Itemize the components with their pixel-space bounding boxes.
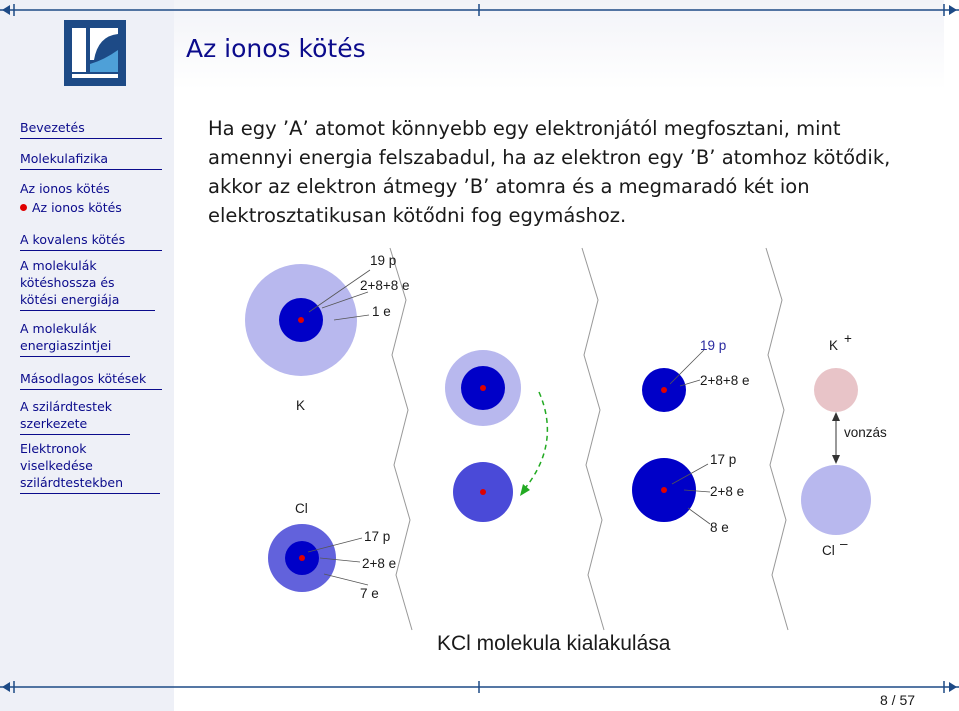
cl-protons-label: 17 p xyxy=(364,529,391,544)
cl-ion-charge-label: – xyxy=(840,536,848,551)
sidebar-item-label: Bevezetés xyxy=(20,120,85,135)
sidebar-item-elektronok-viselkedese[interactable] xyxy=(20,440,160,494)
sidebar-item-kovalens-kotes[interactable] xyxy=(20,231,162,251)
page-number: 8 / 57 xyxy=(880,692,916,708)
sidebar-item-label: A molekulák kötéshossza és kötési energiája xyxy=(20,258,120,307)
cl-ion-protons-label: 17 p xyxy=(710,452,737,467)
university-logo-icon xyxy=(64,20,126,86)
electron-transfer-arrow xyxy=(522,392,547,492)
cl-symbol-label: Cl xyxy=(295,501,308,516)
cl-ion-outer-label: 8 e xyxy=(710,520,729,535)
potassium-atom xyxy=(245,253,410,413)
k-protons-label: 19 p xyxy=(370,253,397,268)
sidebar-item-label: Másodlagos kötések xyxy=(20,371,147,386)
electron-transfer-stage xyxy=(445,350,547,522)
cl-shells-label: 2+8 e xyxy=(362,556,397,571)
nucleus-icon xyxy=(480,385,486,391)
body-paragraph: Ha egy ’A’ atomot könnyebb egy elektronjától megfosztani, mint amennyi energia felszabadul, ha az elektron egy ’B’ atomhoz kötődik, akkor az elektron átmegy ’B’ atomra és a megmaradó két ion elektrosztatikusan kötődni fog egymáshoz. xyxy=(208,117,891,227)
k-ion-charge-label: + xyxy=(844,331,852,346)
sidebar-item-molekulafizika[interactable] xyxy=(20,150,162,170)
current-position-icon xyxy=(20,204,27,211)
k-ion-shells-label: 2+8+8 e xyxy=(700,373,750,388)
attraction-label: vonzás xyxy=(844,425,887,440)
diagram-caption: KCl molekula kialakulása xyxy=(437,632,671,655)
sidebar-item-energiaszintek[interactable] xyxy=(20,320,130,357)
sidebar-item-label: Elektronok viselkedése szilárdtestekben xyxy=(20,441,124,490)
nucleus-icon xyxy=(661,387,667,393)
sidebar-item-label: Molekulafizika xyxy=(20,151,109,166)
cl-outer-label: 7 e xyxy=(360,586,379,601)
nucleus-icon xyxy=(661,487,667,493)
sidebar-item-kotesshossz[interactable] xyxy=(20,257,155,311)
arrow-down-icon xyxy=(832,455,840,464)
sidebar-item-szilardtestek-szerkezete[interactable] xyxy=(20,398,130,435)
cl-ion-shells-label: 2+8 e xyxy=(710,484,745,499)
ionic-bond-stage xyxy=(801,331,887,558)
sidebar-item-label: A kovalens kötés xyxy=(20,232,126,247)
page-title: Az ionos kötés xyxy=(186,34,366,63)
k-symbol-label: K xyxy=(296,398,306,413)
arrow-up-icon xyxy=(832,412,840,421)
k-shells-label: 2+8+8 e xyxy=(360,278,410,293)
sidebar-item-label: Az ionos kötés xyxy=(20,181,110,196)
arrow-head-icon xyxy=(520,484,530,496)
separator-line xyxy=(766,248,788,630)
nucleus-icon xyxy=(299,555,305,561)
nucleus-icon xyxy=(480,489,486,495)
cl-ion-symbol-label: Cl xyxy=(822,543,835,558)
separator-line xyxy=(582,248,604,630)
sidebar-item-ionos-kotes-section[interactable] xyxy=(20,180,162,199)
k-outer-label: 1 e xyxy=(372,304,391,319)
separator-line xyxy=(390,248,412,630)
nav-right-arrow-icon[interactable] xyxy=(949,5,957,692)
ions-stage xyxy=(632,338,750,535)
k-ion-symbol-label: K xyxy=(829,338,839,353)
nucleus-icon xyxy=(298,317,304,323)
sidebar-item-ionos-kotes-current[interactable] xyxy=(20,199,162,218)
sidebar-item-label: A molekulák energiaszintjei xyxy=(20,321,112,353)
sidebar-item-bevezetes[interactable] xyxy=(20,119,162,139)
sidebar-item-label: A szilárdtestek szerkezete xyxy=(20,399,112,431)
k-ion-protons-label: 19 p xyxy=(700,338,727,353)
kcl-formation-diagram xyxy=(174,240,944,640)
sidebar-item-label: Az ionos kötés xyxy=(32,200,122,215)
chlorine-atom xyxy=(268,501,396,601)
sidebar-item-masodlagos-kotesek[interactable] xyxy=(20,370,162,390)
